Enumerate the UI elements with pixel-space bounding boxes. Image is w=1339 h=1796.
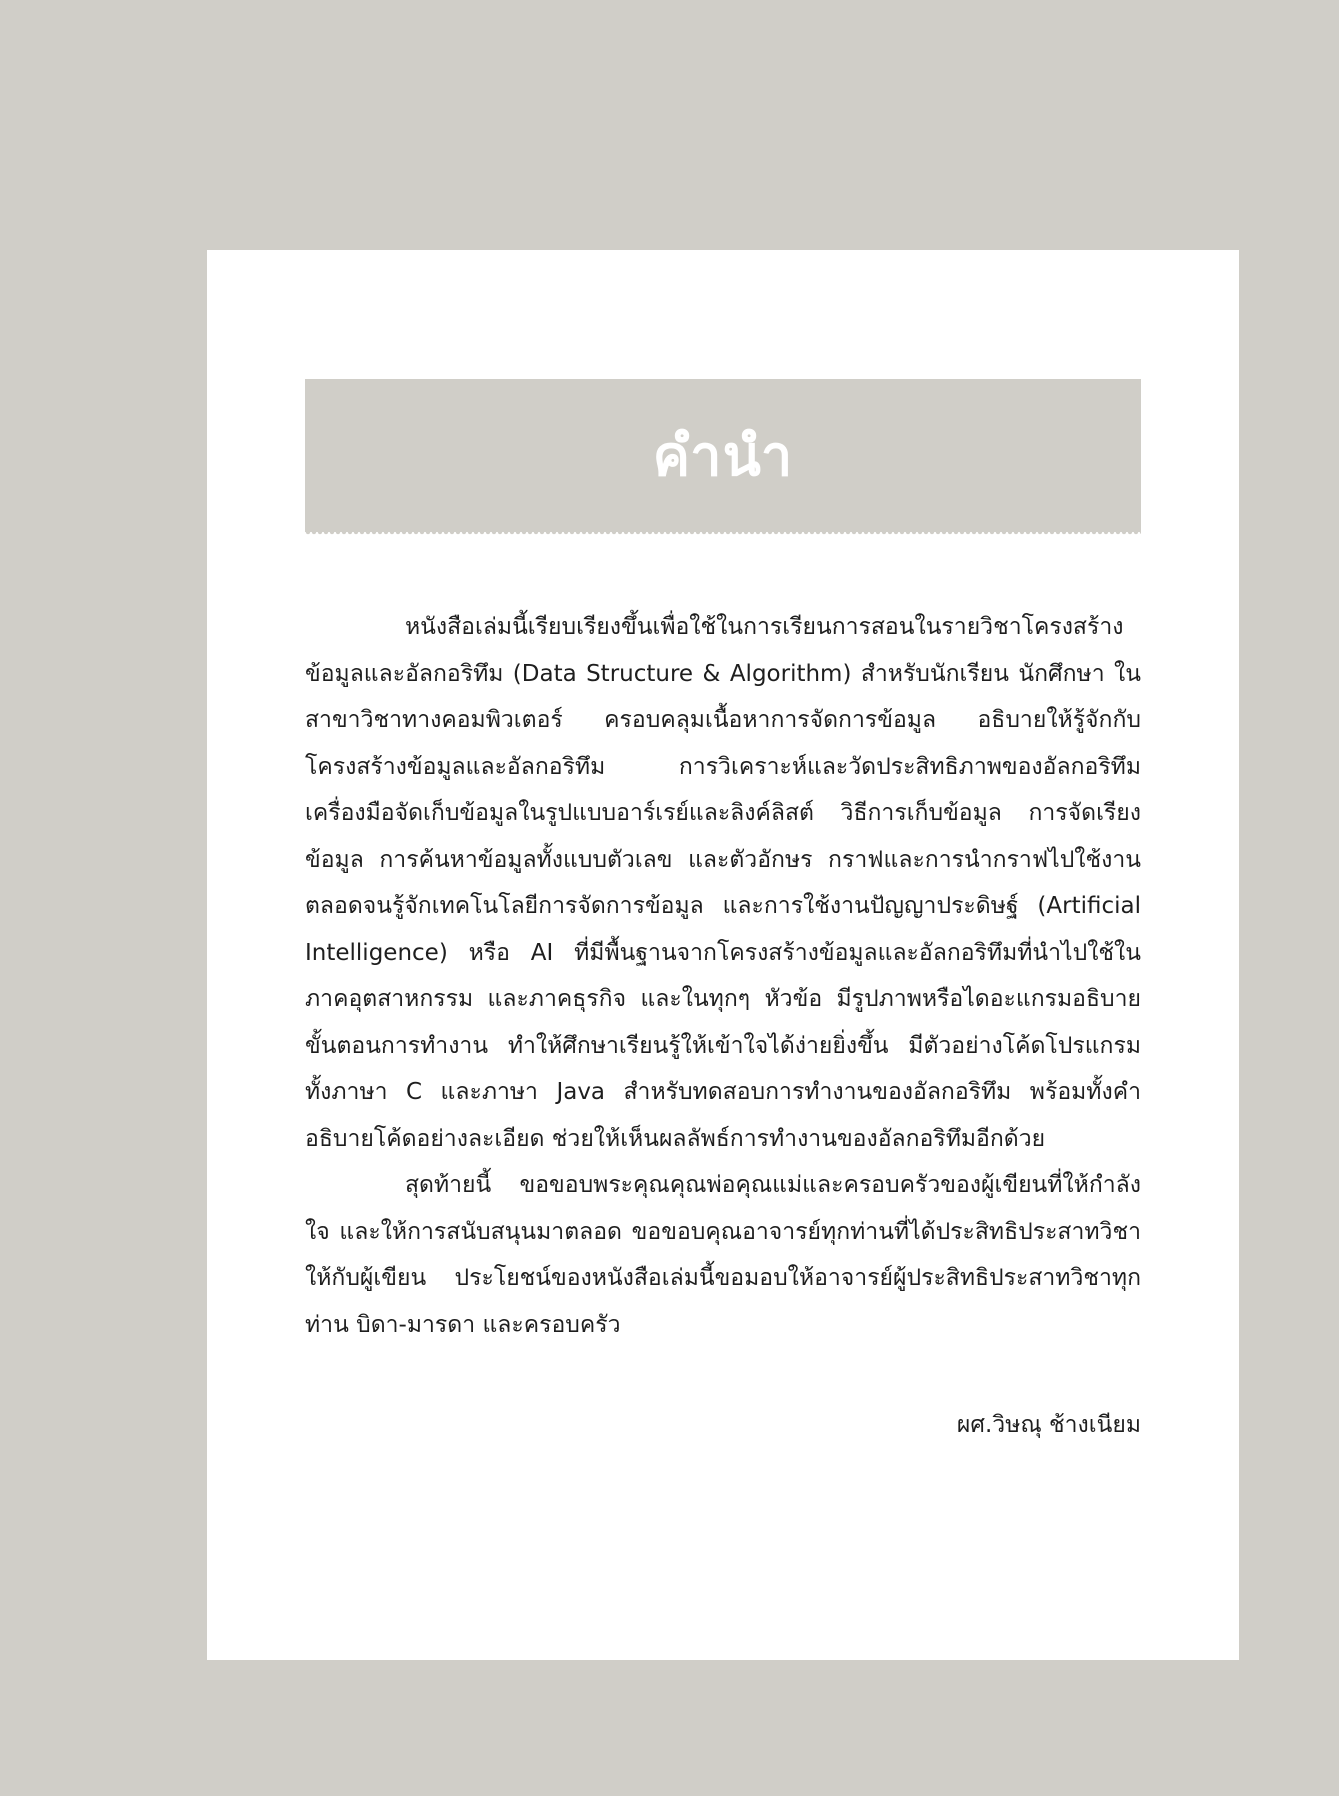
preface-paragraph-1: หนังสือเล่มนี้เรียบเรียงขึ้นเพื่อใช้ในการเรียนการสอนในรายวิชาโครงสร้างข้อมูลและอัลกอริทึม (Data Structure & Algorithm) สำหรับนักเรียน นักศึกษา ในสาขาวิชาทางคอมพิวเตอร์ ครอบคลุมเนื้อหาการจัดการข้อมูล อธิบายให้รู้จักกับโครงสร้างข้อมูลและอัลกอริทึม การวิเคราะห์และวัดประสิทธิภาพของอัลกอริทึม เครื่องมือจัดเก็บข้อมูลในรูปแบบอาร์เรย์และลิงค์ลิสต์ วิธีการเก็บข้อมูล การจัดเรียงข้อมูล การค้นหาข้อมูลทั้งแบบตัวเลข และตัวอักษร กราฟและการนำกราฟไปใช้งาน ตลอดจนรู้จักเทคโนโลยีการจัดการข้อมูล และการใช้งานปัญญาประดิษฐ์ (Artificial Intelligence) หรือ AI ที่มีพื้นฐานจากโครงสร้างข้อมูลและอัลกอริทึมที่นำไปใช้ในภาคอุตสาหกรรม และภาคธุรกิจ และในทุกๆ หัวข้อ มีรูปภาพหรือไดอะแกรมอธิบายขั้นตอนการทำงาน ทำให้ศึกษาเรียนรู้ให้เข้าใจได้ง่ายยิ่งขึ้น มีตัวอย่างโค้ดโปรแกรมทั้งภาษา C และภาษา Java สำหรับทดสอบการทำงานของอัลกอริทึม พร้อมทั้งคำอธิบายโค้ดอย่างละเอียด ช่วยให้เห็นผลลัพธ์การทำงานของอัลกอริทึมอีกด้วย xyxy=(305,614,1141,1152)
page-title: คำนำ xyxy=(652,424,794,489)
preface-body xyxy=(305,604,1141,1348)
document-page xyxy=(207,250,1239,1660)
title-banner xyxy=(305,379,1141,532)
author-signature: ผศ.วิษณุ ช้างเนียม xyxy=(956,1412,1141,1438)
preface-paragraph-2: สุดท้ายนี้ ขอขอบพระคุณคุณพ่อคุณแม่และครอบครัวของผู้เขียนที่ให้กำลังใจ และให้การสนับสนุนมาตลอด ขอขอบคุณอาจารย์ทุกท่านที่ได้ประสิทธิประสาทวิชาให้กับผู้เขียน ประโยชน์ของหนังสือเล่มนี้ขอมอบให้อาจารย์ผู้ประสิทธิประสาทวิชาทุกท่าน บิดา-มารดา และครอบครัว xyxy=(305,1172,1141,1338)
